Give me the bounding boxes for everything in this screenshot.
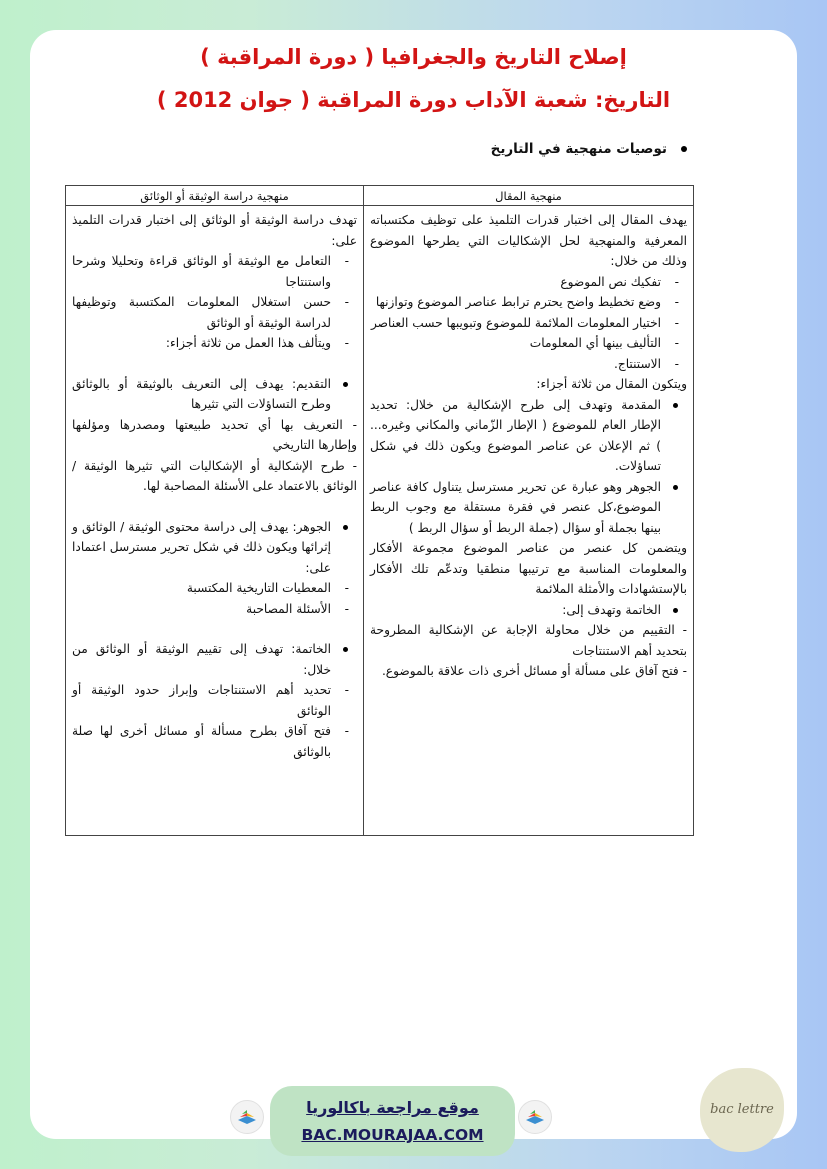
essay-step: - تفكيك نص الموضوع — [370, 272, 687, 293]
document-intro-point: - التعريف بها أي تحديد طبيعتها ومصدرها ومؤلفها وإطارها التاريخي — [72, 417, 357, 452]
document-conclusion-list — [72, 680, 357, 762]
table-body-row — [66, 206, 694, 836]
essay-intro: يهدف المقال إلى اختبار قدرات التلميذ على توظيف مكتسباته المعرفية والمنهجية لحل الإشكاليات التي يطرحها الموضوع وذلك من خلال: — [370, 213, 687, 268]
essay-body-section: الجوهر وهو عبارة عن تحرير مسترسل يتناول كافة عناصر الموضوع،كل عنصر في فقرة مستقلة مع وجوب الربط بينها بجملة أو سؤال (جملة الربط أو سؤال الربط ) — [370, 477, 687, 539]
essay-step: - الاستنتاج. — [370, 354, 687, 375]
spacer — [72, 354, 357, 374]
site-logo-icon — [518, 1100, 552, 1134]
document-abilities-list — [72, 251, 357, 354]
essay-step: - التأليف بينها أي المعلومات — [370, 333, 687, 354]
document-intro-point: - طرح الإشكالية أو الإشكاليات التي تثيرها الوثيقة / الوثائق بالاعتماد على الأسئلة المصاحبة لها. — [72, 458, 357, 493]
book-logo-icon — [522, 1104, 548, 1130]
document-conclusion-point: - فتح آفاق بطرح مسألة أو مسائل أخرى لها صلة بالوثائق — [72, 721, 357, 762]
document-method-cell — [66, 206, 364, 836]
methodology-table — [65, 185, 694, 836]
header-document-method: منهجية دراسة الوثيقة أو الوثائق — [66, 186, 364, 206]
document-body-list — [72, 578, 357, 619]
essay-conclusion-heading: الخاتمة وتهدف إلى: — [370, 600, 687, 621]
document-body-point: - المعطيات التاريخية المكتسبة — [72, 578, 357, 599]
essay-conclusion-point: - فتح آفاق على مسألة أو مسائل أخرى ذات علاقة بالموضوع. — [381, 664, 687, 678]
document-body-section: الجوهر: يهدف إلى دراسة محتوى الوثيقة / الوثائق و إثرائها ويكون ذلك في شكل تحرير مسترسل اعتمادا على: — [72, 517, 357, 579]
essay-conclusion-point: - التقييم من خلال محاولة الإجابة عن الإشكالية المطروحة بتحديد أهم الاستنتاجات — [370, 623, 687, 658]
essay-method-cell — [364, 206, 694, 836]
footer-site-name[interactable]: موقع مراجعة باكالوريا — [306, 1098, 479, 1117]
essay-parts-intro: ويتكون المقال من ثلاثة أجزاء: — [536, 377, 687, 391]
spacer — [72, 497, 357, 517]
document-introduction-section: التقديم: يهدف إلى التعريف بالوثيقة أو بالوثائق وطرح التساؤلات التي تثيرها — [72, 374, 357, 415]
document-ability: - التعامل مع الوثيقة أو الوثائق قراءة وتحليلا وشرحا واستنتاجا — [72, 251, 357, 292]
page-title: إصلاح التاريخ والجغرافيا ( دورة المراقبة ) — [200, 45, 627, 69]
footer-site-url[interactable]: BAC.MOURAJAA.COM — [301, 1126, 484, 1144]
spacer — [72, 619, 357, 639]
footer-banner[interactable] — [270, 1086, 515, 1156]
header-essay-method: منهجية المقال — [364, 186, 694, 206]
document-body-point: - الأسئلة المصاحبة — [72, 599, 357, 620]
document-conclusion-section: الخاتمة: تهدف إلى تقييم الوثيقة أو الوثائق من خلال: — [72, 639, 357, 680]
essay-step: - اختيار المعلومات الملائمة للموضوع وتبويبها حسب العناصر — [370, 313, 687, 334]
section-heading — [491, 141, 687, 157]
essay-steps-list — [370, 272, 687, 375]
essay-body-detail: ويتضمن كل عنصر من عناصر الموضوع مجموعة الأفكار والمعلومات المناسبة مع ترتيبها منطقيا وتدعّم تلك الأفكار بالإستشهادات والأمثلة الملائمة — [370, 541, 687, 596]
page-subtitle: التاريخ: شعبة الآداب دورة المراقبة ( جوان 2012 ) — [156, 88, 671, 112]
site-logo-icon — [230, 1100, 264, 1134]
bullet-icon — [681, 146, 687, 152]
essay-introduction-section: المقدمة وتهدف إلى طرح الإشكالية من خلال: تحديد الإطار العام للموضوع ( الإطار الزّماني والمكاني وغيره... ) ثم الإعلان عن عناصر الموضوع ويكون ذلك في شكل تساؤلات. — [370, 395, 687, 477]
document-intro: تهدف دراسة الوثيقة أو الوثائق إلى اختبار قدرات التلميذ على: — [72, 213, 357, 248]
table-header-row — [66, 186, 694, 206]
book-logo-icon — [234, 1104, 260, 1130]
section-heading-text: توصيات منهجية في التاريخ — [490, 141, 667, 157]
essay-step: - وضع تخطيط واضح يحترم ترابط عناصر الموضوع وتوازنها — [370, 292, 687, 313]
document-ability: - حسن استغلال المعلومات المكتسبة وتوظيفها لدراسة الوثيقة أو الوثائق — [72, 292, 357, 333]
bac-lettre-badge: bac lettre — [700, 1068, 784, 1152]
document-ability: - ويتألف هذا العمل من ثلاثة أجزاء: — [72, 333, 357, 354]
document-conclusion-point: - تحديد أهم الاستنتاجات وإبراز حدود الوثيقة أو الوثائق — [72, 680, 357, 721]
